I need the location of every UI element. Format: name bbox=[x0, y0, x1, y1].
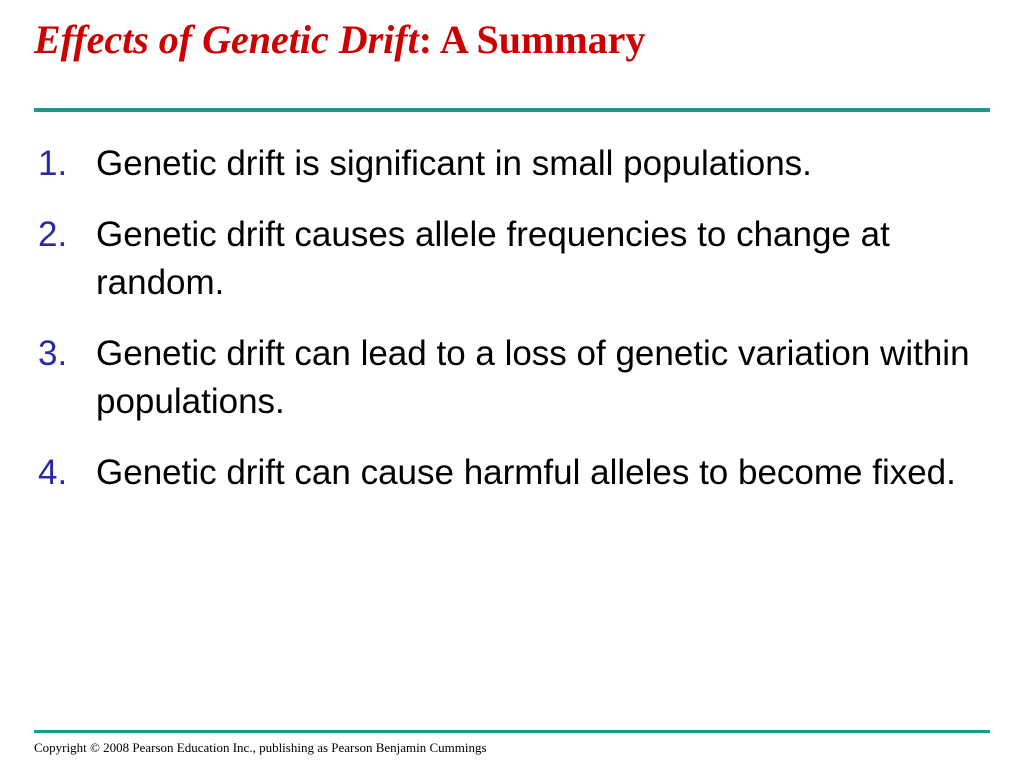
list-item-number: 4. bbox=[38, 453, 68, 492]
list-item-text: Genetic drift can lead to a loss of genetic variation within populations. bbox=[96, 334, 970, 421]
list-item-number: 2. bbox=[38, 215, 68, 254]
title-italic-part: Effects of Genetic Drift bbox=[34, 17, 419, 62]
list-item-text: Genetic drift causes allele frequencies to change at random. bbox=[96, 215, 890, 302]
top-divider bbox=[34, 108, 990, 112]
list-item bbox=[38, 449, 998, 497]
list-item bbox=[38, 140, 998, 188]
bottom-divider bbox=[34, 730, 990, 733]
list-item-number: 3. bbox=[38, 334, 68, 373]
list-item-text: Genetic drift is significant in small populations. bbox=[96, 144, 812, 183]
list-item-number: 1. bbox=[38, 144, 68, 183]
copyright-footer: Copyright © 2008 Pearson Education Inc., publishing as Pearson Benjamin Cummings bbox=[34, 740, 487, 755]
slide-title bbox=[34, 14, 645, 66]
list-item bbox=[38, 211, 998, 307]
summary-list bbox=[38, 140, 998, 520]
list-item-text: Genetic drift can cause harmful alleles to become fixed. bbox=[96, 453, 956, 492]
list-item bbox=[38, 330, 998, 426]
title-rest-part: : A Summary bbox=[418, 17, 646, 62]
